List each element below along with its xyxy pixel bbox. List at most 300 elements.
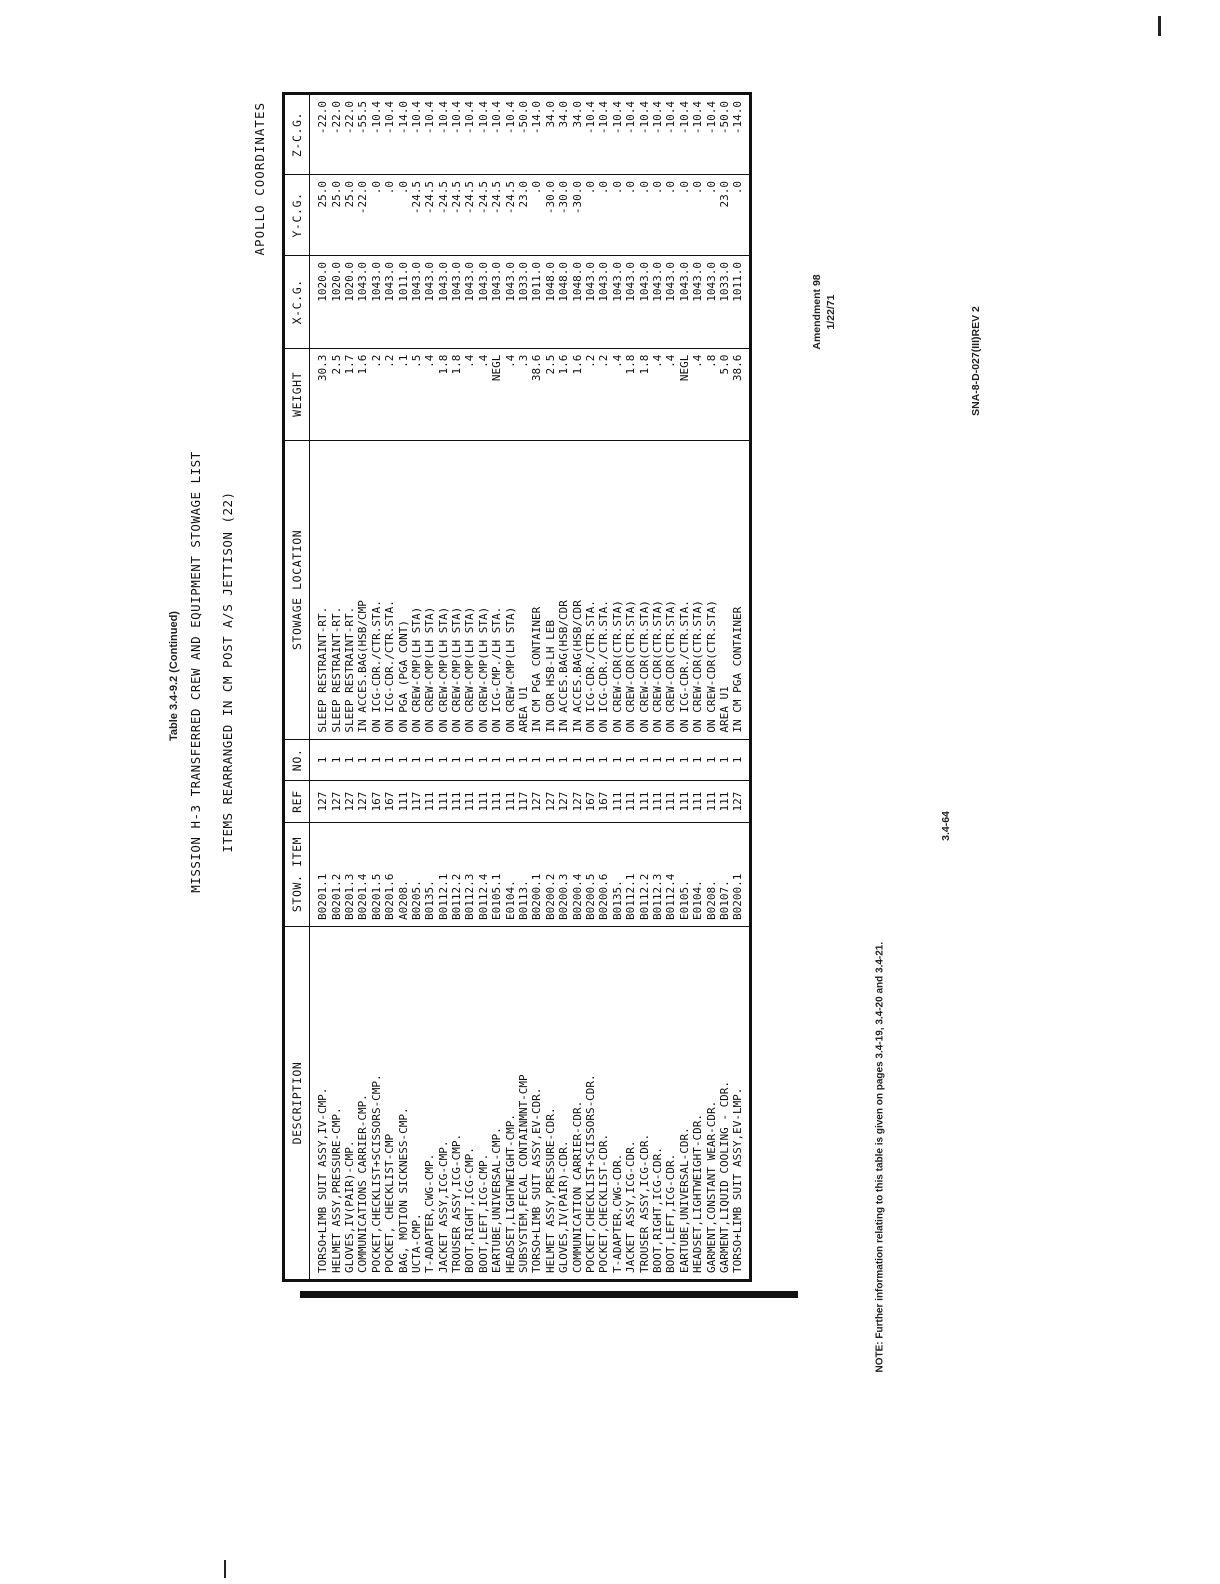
cell-no: 1 <box>423 739 436 781</box>
cell-stow-item: E0105.1 <box>490 822 503 926</box>
cell-no: 1 <box>584 739 597 781</box>
cell-weight: .4 <box>611 348 624 441</box>
cell-no: 1 <box>544 739 557 781</box>
cell-ref: 111 <box>704 781 717 823</box>
cell-weight: 30.3 <box>310 348 330 441</box>
cell-weight: 2.5 <box>329 348 342 441</box>
cell-description: BOOT,RIGHT,ICG-CMP. <box>463 926 476 1280</box>
cell-stow-item: B0112.4 <box>477 822 490 926</box>
table-row <box>544 94 557 1281</box>
table-subtitle: ITEMS REARRANGED IN CM POST A/S JETTISON (22) <box>220 491 235 853</box>
cell-z-cg: -14.0 <box>731 94 750 175</box>
cell-weight: .2 <box>584 348 597 441</box>
col-y-cg: Y-C.G. <box>284 175 310 256</box>
table-row <box>329 94 342 1281</box>
cell-stow-item: B0200.4 <box>570 822 583 926</box>
cell-z-cg: -22.0 <box>329 94 342 175</box>
cell-weight: NEGL <box>490 348 503 441</box>
table-note: NOTE: Further information relating to this table is given on pages 3.4-19, 3.4-20 and 3.4-21. <box>874 941 886 1373</box>
cell-y-cg: -24.5 <box>490 175 503 256</box>
cell-weight: .4 <box>463 348 476 441</box>
cell-stow-item: B0208. <box>704 822 717 926</box>
cell-weight: 1.6 <box>356 348 369 441</box>
cell-stow-item: B0135. <box>611 822 624 926</box>
table-row <box>410 94 423 1281</box>
cell-ref: 111 <box>691 781 704 823</box>
cell-stowage-location: ON PGA (PGA CONT) <box>396 441 409 739</box>
table-header-row <box>284 94 310 1281</box>
cell-stow-item: B0112.4 <box>664 822 677 926</box>
cell-stowage-location: SLEEP RESTRAINT-RT. <box>310 441 330 739</box>
cell-weight: NEGL <box>678 348 691 441</box>
cell-weight: .8 <box>704 348 717 441</box>
cell-x-cg: 1043.0 <box>678 256 691 349</box>
table-row <box>597 94 610 1281</box>
cell-no: 1 <box>637 739 650 781</box>
cell-y-cg: .0 <box>678 175 691 256</box>
cell-ref: 111 <box>477 781 490 823</box>
cell-weight: .1 <box>396 348 409 441</box>
cell-no: 1 <box>530 739 543 781</box>
cell-weight: 2.5 <box>544 348 557 441</box>
cell-description: GLOVES,IV(PAIR)-CDR. <box>557 926 570 1280</box>
cell-no: 1 <box>450 739 463 781</box>
cell-no: 1 <box>557 739 570 781</box>
table-row <box>343 94 356 1281</box>
cell-y-cg: .0 <box>704 175 717 256</box>
cell-stowage-location: ON CREW-CMP(LH STA) <box>450 441 463 739</box>
cell-y-cg: -24.5 <box>450 175 463 256</box>
table-title: MISSION H-3 TRANSFERRED CREW AND EQUIPMENT STOWAGE LIST <box>188 451 203 893</box>
cell-x-cg: 1048.0 <box>570 256 583 349</box>
cell-y-cg: .0 <box>597 175 610 256</box>
cell-weight: .4 <box>651 348 664 441</box>
cell-z-cg: -10.4 <box>383 94 396 175</box>
cell-x-cg: 1043.0 <box>637 256 650 349</box>
table-row <box>584 94 597 1281</box>
table-row <box>637 94 650 1281</box>
cell-ref: 111 <box>678 781 691 823</box>
cell-x-cg: 1043.0 <box>463 256 476 349</box>
scan-mark <box>1158 16 1161 36</box>
cell-ref: 111 <box>490 781 503 823</box>
cell-no: 1 <box>624 739 637 781</box>
table-row <box>651 94 664 1281</box>
cell-z-cg: -10.4 <box>437 94 450 175</box>
cell-x-cg: 1011.0 <box>530 256 543 349</box>
cell-z-cg: -55.5 <box>356 94 369 175</box>
cell-description: HEADSET,LIGHTWEIGHT-CMP. <box>503 926 516 1280</box>
cell-y-cg: .0 <box>691 175 704 256</box>
cell-x-cg: 1043.0 <box>691 256 704 349</box>
cell-stow-item: B0201.1 <box>310 822 330 926</box>
cell-no: 1 <box>691 739 704 781</box>
cell-stow-item: B0205. <box>410 822 423 926</box>
cell-no: 1 <box>570 739 583 781</box>
col-stowage-location: STOWAGE LOCATION <box>284 441 310 739</box>
cell-stow-item: B0112.1 <box>624 822 637 926</box>
cell-x-cg: 1011.0 <box>396 256 409 349</box>
cell-no: 1 <box>597 739 610 781</box>
cell-y-cg: .0 <box>651 175 664 256</box>
cell-x-cg: 1048.0 <box>544 256 557 349</box>
cell-stow-item: B0200.5 <box>584 822 597 926</box>
cell-stow-item: E0105. <box>678 822 691 926</box>
cell-stow-item: B0201.6 <box>383 822 396 926</box>
cell-stowage-location: ON CREW-CDR(CTR.STA) <box>704 441 717 739</box>
cell-y-cg: 25.0 <box>310 175 330 256</box>
cell-y-cg: .0 <box>530 175 543 256</box>
cell-stowage-location: ON ICG-CMP./LH STA. <box>490 441 503 739</box>
stowage-table <box>282 92 752 1282</box>
cell-z-cg: -10.4 <box>691 94 704 175</box>
cell-x-cg: 1048.0 <box>557 256 570 349</box>
cell-description: BOOT,LEFT,ICG-CDR. <box>664 926 677 1280</box>
cell-ref: 167 <box>584 781 597 823</box>
cell-z-cg: -10.4 <box>503 94 516 175</box>
cell-description: BAG, MOTION SICKNESS-CMP. <box>396 926 409 1280</box>
cell-weight: 5.0 <box>718 348 731 441</box>
table-row <box>678 94 691 1281</box>
cell-description: GARMENT,LIQUID COOLING - CDR. <box>718 926 731 1280</box>
cell-weight: .2 <box>370 348 383 441</box>
cell-no: 1 <box>718 739 731 781</box>
cell-y-cg: .0 <box>396 175 409 256</box>
cell-stow-item: E0104. <box>691 822 704 926</box>
cell-ref: 111 <box>664 781 677 823</box>
cell-stowage-location: ON CREW-CDR(CTR.STA) <box>624 441 637 739</box>
cell-y-cg: -30.0 <box>557 175 570 256</box>
cell-description: EARTUBE,UNIVERSAL-CMP. <box>490 926 503 1280</box>
cell-stowage-location: ON ICG-CDR./CTR.STA. <box>370 441 383 739</box>
cell-ref: 111 <box>396 781 409 823</box>
cell-z-cg: -10.4 <box>450 94 463 175</box>
cell-x-cg: 1033.0 <box>517 256 530 349</box>
cell-y-cg: .0 <box>637 175 650 256</box>
cell-z-cg: -10.4 <box>423 94 436 175</box>
cell-weight: 38.6 <box>530 348 543 441</box>
cell-stow-item: B0200.1 <box>731 822 750 926</box>
cell-z-cg: -10.4 <box>678 94 691 175</box>
cell-stow-item: B0107. <box>718 822 731 926</box>
cell-x-cg: 1043.0 <box>664 256 677 349</box>
cell-stowage-location: AREA U1 <box>718 441 731 739</box>
cell-description: UCTA-CMP. <box>410 926 423 1280</box>
cell-stow-item: B0135. <box>423 822 436 926</box>
cell-description: GARMENT,CONSTANT WEAR-CDR. <box>704 926 717 1280</box>
cell-ref: 127 <box>557 781 570 823</box>
cell-x-cg: 1020.0 <box>329 256 342 349</box>
cell-stowage-location: ON ICG-CDR./CTR.STA. <box>597 441 610 739</box>
cell-z-cg: -10.4 <box>624 94 637 175</box>
cell-description: TROUSER ASSY,ICG-CMP. <box>450 926 463 1280</box>
cell-stowage-location: ON ICG-CDR./CTR.STA. <box>383 441 396 739</box>
cell-x-cg: 1043.0 <box>450 256 463 349</box>
cell-ref: 127 <box>570 781 583 823</box>
cell-ref: 127 <box>343 781 356 823</box>
scan-mark <box>224 1560 226 1578</box>
cell-y-cg: .0 <box>383 175 396 256</box>
cell-ref: 111 <box>503 781 516 823</box>
table-caption: Table 3.4-9.2 (Continued) <box>168 611 180 741</box>
cell-no: 1 <box>664 739 677 781</box>
table-row <box>310 94 330 1281</box>
cell-z-cg: -10.4 <box>597 94 610 175</box>
cell-ref: 111 <box>718 781 731 823</box>
table-row <box>570 94 583 1281</box>
cell-ref: 127 <box>731 781 750 823</box>
table-row <box>370 94 383 1281</box>
cell-x-cg: 1043.0 <box>503 256 516 349</box>
cell-z-cg: -10.4 <box>490 94 503 175</box>
cell-y-cg: -24.5 <box>463 175 476 256</box>
cell-stowage-location: ON CREW-CMP(LH STA) <box>410 441 423 739</box>
cell-x-cg: 1043.0 <box>624 256 637 349</box>
cell-stow-item: B0201.3 <box>343 822 356 926</box>
cell-z-cg: -10.4 <box>664 94 677 175</box>
table-row <box>718 94 731 1281</box>
table-row <box>477 94 490 1281</box>
table-row <box>624 94 637 1281</box>
cell-ref: 127 <box>530 781 543 823</box>
cell-weight: 1.8 <box>437 348 450 441</box>
cell-y-cg: .0 <box>611 175 624 256</box>
cell-description: JACKET ASSY,ICG-CMP. <box>437 926 450 1280</box>
cell-ref: 127 <box>310 781 330 823</box>
table-bottom-rule <box>300 1291 798 1298</box>
table-row <box>731 94 750 1281</box>
cell-stow-item: B0200.1 <box>530 822 543 926</box>
cell-description: TORSO+LIMB SUIT ASSY,IV-CMP. <box>310 926 330 1280</box>
cell-description: POCKET, CHECKLIST-CMP <box>383 926 396 1280</box>
col-z-cg: Z-C.G. <box>284 94 310 175</box>
cell-ref: 111 <box>423 781 436 823</box>
cell-weight: 1.8 <box>450 348 463 441</box>
table-row <box>664 94 677 1281</box>
cell-ref: 127 <box>329 781 342 823</box>
cell-stowage-location: ON CREW-CDR(CTR.STA) <box>664 441 677 739</box>
cell-ref: 127 <box>356 781 369 823</box>
apollo-coordinates-header: APOLLO COORDINATES <box>252 102 267 256</box>
cell-description: TROUSER ASSY,ICG-CDR. <box>637 926 650 1280</box>
cell-description: EARTUBE,UNIVERSAL-CDR. <box>678 926 691 1280</box>
cell-y-cg: .0 <box>624 175 637 256</box>
cell-stow-item: B0201.4 <box>356 822 369 926</box>
cell-z-cg: -10.4 <box>704 94 717 175</box>
cell-x-cg: 1011.0 <box>731 256 750 349</box>
col-ref: REF <box>284 781 310 823</box>
cell-stowage-location: IN ACCES.BAG(HSB/CMP <box>356 441 369 739</box>
cell-z-cg: -22.0 <box>343 94 356 175</box>
cell-y-cg: -24.5 <box>437 175 450 256</box>
cell-stow-item: B0201.2 <box>329 822 342 926</box>
cell-description: COMMUNICATION CARRIER-CDR. <box>570 926 583 1280</box>
cell-stowage-location: ON ICG-CDR./CTR.STA. <box>678 441 691 739</box>
cell-description: HELMET ASSY,PRESSURE-CMP. <box>329 926 342 1280</box>
cell-ref: 167 <box>370 781 383 823</box>
cell-stowage-location: IN CM PGA CONTAINER <box>731 441 750 739</box>
cell-no: 1 <box>490 739 503 781</box>
table-row <box>704 94 717 1281</box>
cell-stowage-location: SLEEP RESTRAINT-RT. <box>343 441 356 739</box>
stowage-table-panel <box>172 22 812 1322</box>
cell-z-cg: 34.0 <box>570 94 583 175</box>
cell-weight: .4 <box>664 348 677 441</box>
cell-z-cg: -10.4 <box>611 94 624 175</box>
cell-ref: 117 <box>410 781 423 823</box>
cell-weight: .4 <box>477 348 490 441</box>
cell-description: TORSO+LIMB SUIT ASSY,EV-LMP. <box>731 926 750 1280</box>
cell-y-cg: -24.5 <box>423 175 436 256</box>
cell-no: 1 <box>370 739 383 781</box>
cell-weight: .4 <box>423 348 436 441</box>
cell-description: BOOT,LEFT,ICG-CMP. <box>477 926 490 1280</box>
cell-ref: 167 <box>597 781 610 823</box>
cell-weight: .5 <box>410 348 423 441</box>
table-row <box>490 94 503 1281</box>
cell-stowage-location: ON CREW-CMP(LH STA) <box>503 441 516 739</box>
cell-stow-item: B0200.2 <box>544 822 557 926</box>
cell-z-cg: -10.4 <box>370 94 383 175</box>
table-row <box>463 94 476 1281</box>
cell-y-cg: -22.0 <box>356 175 369 256</box>
table-row <box>450 94 463 1281</box>
cell-x-cg: 1043.0 <box>477 256 490 349</box>
cell-x-cg: 1043.0 <box>597 256 610 349</box>
cell-no: 1 <box>704 739 717 781</box>
cell-weight: .4 <box>503 348 516 441</box>
cell-stow-item: E0104. <box>503 822 516 926</box>
cell-weight: 1.6 <box>570 348 583 441</box>
cell-x-cg: 1033.0 <box>718 256 731 349</box>
cell-x-cg: 1020.0 <box>310 256 330 349</box>
cell-y-cg: 25.0 <box>343 175 356 256</box>
cell-stow-item: B0200.3 <box>557 822 570 926</box>
cell-y-cg: -30.0 <box>544 175 557 256</box>
cell-x-cg: 1043.0 <box>437 256 450 349</box>
cell-description: TORSO+LIMB SUIT ASSY,EV-CDR. <box>530 926 543 1280</box>
table-row <box>611 94 624 1281</box>
cell-no: 1 <box>611 739 624 781</box>
col-description: DESCRIPTION <box>284 926 310 1280</box>
cell-y-cg: 23.0 <box>718 175 731 256</box>
cell-x-cg: 1043.0 <box>410 256 423 349</box>
cell-no: 1 <box>678 739 691 781</box>
cell-ref: 167 <box>383 781 396 823</box>
cell-stowage-location: ON CREW-CMP(LH STA) <box>463 441 476 739</box>
cell-stowage-location: IN CDR HSB-LH LEB <box>544 441 557 739</box>
cell-stowage-location: AREA U1 <box>517 441 530 739</box>
cell-no: 1 <box>477 739 490 781</box>
cell-ref: 111 <box>624 781 637 823</box>
table-row <box>503 94 516 1281</box>
cell-ref: 111 <box>611 781 624 823</box>
cell-z-cg: 34.0 <box>544 94 557 175</box>
cell-no: 1 <box>356 739 369 781</box>
cell-description: POCKET,CHECKLIST-CDR. <box>597 926 610 1280</box>
col-weight: WEIGHT <box>284 348 310 441</box>
cell-stow-item: B0112.2 <box>637 822 650 926</box>
table-row <box>557 94 570 1281</box>
cell-weight: .2 <box>597 348 610 441</box>
cell-ref: 111 <box>450 781 463 823</box>
cell-no: 1 <box>731 739 750 781</box>
cell-description: T-ADAPTER,CWG-CMP. <box>423 926 436 1280</box>
cell-stowage-location: ON CREW-CDR(CTR.STA) <box>691 441 704 739</box>
cell-ref: 111 <box>437 781 450 823</box>
cell-z-cg: -14.0 <box>530 94 543 175</box>
cell-weight: 1.8 <box>637 348 650 441</box>
cell-stow-item: B0200.6 <box>597 822 610 926</box>
col-stow-item: STOW. ITEM <box>284 822 310 926</box>
cell-y-cg: -24.5 <box>503 175 516 256</box>
cell-weight: 1.6 <box>557 348 570 441</box>
cell-stowage-location: ON CREW-CMP(LH STA) <box>477 441 490 739</box>
table-row <box>423 94 436 1281</box>
cell-z-cg: -50.0 <box>517 94 530 175</box>
cell-stowage-location: ON CREW-CDR(CTR.STA) <box>637 441 650 739</box>
cell-x-cg: 1043.0 <box>490 256 503 349</box>
cell-y-cg: .0 <box>664 175 677 256</box>
cell-weight: .2 <box>383 348 396 441</box>
cell-weight: .4 <box>691 348 704 441</box>
cell-weight: 1.8 <box>624 348 637 441</box>
cell-stowage-location: ON ICG-CDR./CTR.STA. <box>584 441 597 739</box>
cell-x-cg: 1043.0 <box>370 256 383 349</box>
cell-stow-item: B0112.3 <box>651 822 664 926</box>
cell-description: GLOVES,IV(PAIR)-CMP. <box>343 926 356 1280</box>
cell-description: SUBSYSTEM,FECAL CONTAINMNT-CMP <box>517 926 530 1280</box>
cell-y-cg: .0 <box>370 175 383 256</box>
cell-description: JACKET ASSY,ICG-CDR. <box>624 926 637 1280</box>
amendment-label: Amendment 98 <box>811 274 823 350</box>
document-id: SNA-8-D-027(III)REV 2 <box>970 306 982 416</box>
cell-x-cg: 1043.0 <box>704 256 717 349</box>
cell-no: 1 <box>310 739 330 781</box>
cell-ref: 111 <box>463 781 476 823</box>
cell-ref: 111 <box>651 781 664 823</box>
table-row <box>396 94 409 1281</box>
cell-description: POCKET,CHECKLIST+SCISSORS-CDR. <box>584 926 597 1280</box>
cell-no: 1 <box>329 739 342 781</box>
cell-x-cg: 1043.0 <box>611 256 624 349</box>
cell-stow-item: A0208. <box>396 822 409 926</box>
cell-z-cg: -22.0 <box>310 94 330 175</box>
cell-no: 1 <box>383 739 396 781</box>
table-body <box>310 94 751 1281</box>
page-number: 3.4-64 <box>940 811 952 841</box>
table-row <box>356 94 369 1281</box>
cell-z-cg: -50.0 <box>718 94 731 175</box>
cell-description: POCKET,CHECKLIST+SCISSORS-CMP. <box>370 926 383 1280</box>
cell-ref: 127 <box>544 781 557 823</box>
cell-x-cg: 1043.0 <box>651 256 664 349</box>
cell-z-cg: -10.4 <box>584 94 597 175</box>
cell-weight: 1.7 <box>343 348 356 441</box>
cell-ref: 111 <box>637 781 650 823</box>
table-row <box>437 94 450 1281</box>
cell-no: 1 <box>343 739 356 781</box>
cell-no: 1 <box>410 739 423 781</box>
table-row <box>517 94 530 1281</box>
cell-stowage-location: ON CREW-CMP(LH STA) <box>423 441 436 739</box>
cell-ref: 117 <box>517 781 530 823</box>
cell-description: HELMET ASSY,PRESSURE-CDR. <box>544 926 557 1280</box>
cell-z-cg: -10.4 <box>463 94 476 175</box>
cell-weight: .3 <box>517 348 530 441</box>
table-row <box>691 94 704 1281</box>
cell-z-cg: -10.4 <box>651 94 664 175</box>
